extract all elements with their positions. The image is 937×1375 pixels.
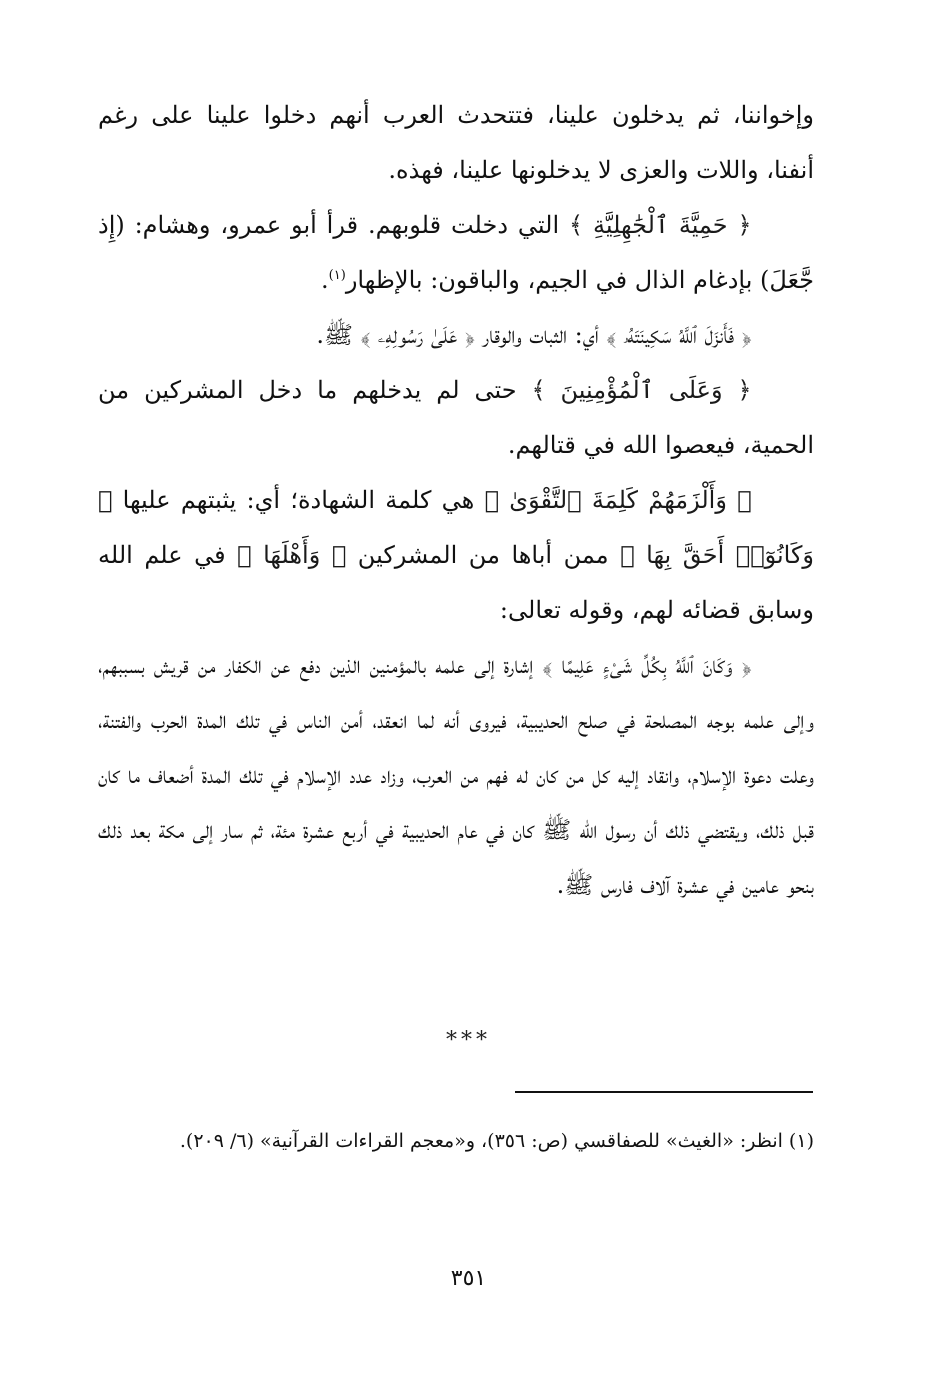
paragraph	[98, 198, 814, 308]
paragraph-text: التي دخلت قلوبهم. قرأ أبو عمرو، وهشام: (إِذ جَّعَلَ) بإدغام الذال في الجيم، والباقون: بالإظهار	[98, 211, 814, 294]
quran-verse: ﴿ وَأَلْزَمَهُمْ كَلِمَةَ ٱلتَّقْوَىٰ ﴾	[484, 486, 752, 514]
quran-verse: ﴿ عَلَىٰ رَسُولِهِۦ ﴾	[360, 321, 475, 349]
paragraph-text: هي كلمة الشهادة؛ أي: يثبتهم عليها	[112, 486, 485, 514]
paragraph	[98, 363, 814, 473]
footnote: (١) انظر: «الغيث» للصفاقسي (ص: ٣٥٦)، و«معجم القراءات القرآنية» (٦/ ٢٠٩).	[179, 1130, 814, 1152]
paragraph-text: ﷺ.	[316, 321, 361, 349]
body-text	[98, 88, 814, 913]
paragraph-text: حتى لم يدخلهم ما دخل المشركين من الحمية، فيعصوا الله في قتالهم.	[98, 376, 814, 459]
paragraph-text: ممن أباها من المشركين	[346, 541, 621, 569]
paragraph-text: وإخواننا، ثم يدخلون علينا، فتتحدث العرب أنهم دخلوا علينا على رغم أنفنا، واللات والعزى لا يدخلونها علينا، فهذه.	[98, 101, 814, 184]
paragraph	[98, 88, 814, 198]
quran-verse: ﴿ حَمِيَّةَ ٱلْجَٰهِلِيَّةِ ﴾	[569, 211, 752, 239]
paragraph	[98, 473, 814, 638]
footnote-marker: (١)	[328, 268, 346, 283]
paragraph	[98, 308, 814, 363]
page-number: ٣٥١	[450, 1266, 487, 1291]
quran-verse: ﴿ وَعَلَى ٱلْمُؤْمِنِينَ ﴾	[531, 376, 752, 404]
footnote-divider	[515, 1091, 813, 1093]
paragraph	[98, 638, 814, 913]
quran-verse: ﴿ وَكَانُوٓا۟ أَحَقَّ بِهَا ﴾	[98, 486, 815, 569]
section-separator: ***	[446, 1028, 491, 1053]
paragraph-text: في علم الله وسابق قضائه لهم، وقوله تعالى:	[98, 541, 814, 624]
paragraph-text: أي: الثبات والوقار	[474, 321, 607, 349]
paragraph-text: إشارة إلى علمه بالمؤمنين الذين دفع عن الكفار من قريش بسببهم، وإلى علمه بوجه المصلحة في صلح الحديبية، فيروى أنه لما انعقد، أمن الناس في تلك المدة الحرب والفتنة، وعلت دعوة الإسلام، وانقاد إليه كل من كان له فهم من العرب، وزاد عدد الإسلام في تلك المدة أضعاف ما كان قبل ذلك، ويقتضي ذلك أن رسول الله ﷺ كان في عام الحديبية في أربع عشرة مئة، ثم سار إلى مكة بعد ذلك بنحو عامين في عشرة آلاف فارس ﷺ.	[98, 651, 814, 899]
quran-verse: ﴿ فَأَنزَلَ ٱللَّهُ سَكِينَتَهُۥ ﴾	[606, 321, 752, 349]
quran-verse: ﴿ وَأَهْلَهَا ﴾	[237, 541, 347, 569]
paragraph-text: .	[321, 266, 329, 294]
quran-verse: ﴿ وَكَانَ ٱللَّهُ بِكُلِّ شَىْءٍ عَلِيمًا ﴾	[542, 651, 752, 679]
